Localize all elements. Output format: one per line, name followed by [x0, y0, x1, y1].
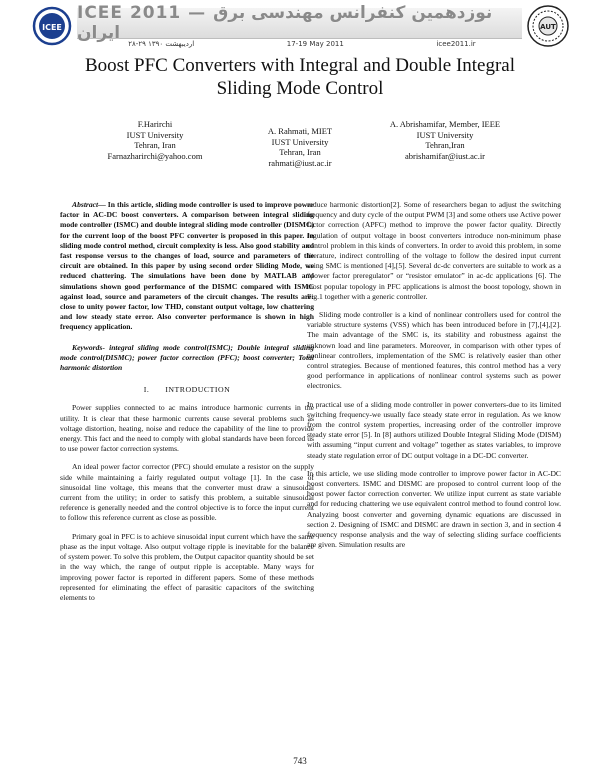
keywords: Keywords- integral sliding mode control(ISMC); Double integral sliding mode control(DISMC); power factor correction (PFC); boost converter; Total harmonic distortion — [60, 342, 314, 373]
banner-info — [82, 40, 522, 48]
author-affiliation: IUST University — [416, 129, 474, 140]
banner-date-en: 17-19 May 2011 — [286, 40, 344, 48]
author-email: Farnazharirchi@yahoo.com — [107, 150, 203, 161]
conference-logo-icon — [32, 6, 72, 46]
author-name: A. Rahmati, MIET — [267, 126, 333, 136]
banner-strip — [77, 3, 522, 43]
author-location: Tehran,Iran — [425, 140, 465, 150]
author-name: F.Harirchi — [137, 119, 173, 129]
paragraph: In practical use of a sliding mode controller in power converters-due to its limited switching frequency-we usually face steady state error in regulation. As we know from the control system properties, increasing order of the controller improve steady state error [5]. In [8] authors utilized Double Integral Sliding Mode (DISM) with assuming “input current and voltage” together as states variables, to improve steady state regulation error of DC output voltage in a DC-DC converter. — [307, 399, 561, 460]
section-title: INTRODUCTION — [165, 385, 231, 395]
section-heading — [60, 385, 314, 395]
abstract — [60, 200, 314, 333]
abstract-text: — In this article, sliding mode controller is used to improve power factor in AC-DC boost converters. A comparison between integral sliding mode controller (ISMC) and double integral sliding mode controller (DISMC) for the current loop of the boost PFC converter is proposed in this paper. In sliding mode control method, circuit complexity is less. Also good stability and fast response versus to the changes of load, source and parameters of the circuit are obtained. In this paper by using second order Sliding Mode, we reduced chattering. The simulations have been done by MATLAB and simulations shown good performance of the DISMC compared with ISMC against load, source and parameters of the circuit changes. The results are: close to unity power factor, low THD, constant output voltage, low chattering and low steady state error. Also converter performance is shown in high frequency application. — [60, 200, 314, 332]
author-location: Tehran, Iran — [134, 140, 176, 150]
paragraph: An ideal power factor corrector (PFC) should emulate a resistor on the supply side while maintaining a fairly regulated output voltage [1]. In the case of sinusoidal line voltage, this means that the converter must draw a sinusoidal current from the utility; in order to satisfy this problem, a suitable sinusoidal reference is generally needed and the control objective is to force the input current to follow this reference current as close as possible. — [60, 462, 314, 523]
paragraph: reduce harmonic distortion[2]. Some of researchers began to adjust the switching frequency and duty cycle of the output PWM [3] and some others use Active power factor correction (APFC) method to improve the power factor quality. Directly regulation of output voltage in boost converters introduce non-minimum phase control problem in this kinds of converters. In order to avoid this problem, in some literature, indirect controlling of the voltage to follow the desired input current using SMC is mentioned [4],[5]. Several dc-dc converters are suitable to work as a “power factor preregulator” or “resistor emulator” in ac-dc applications [6]. The most popular topology in PFC applications is almost the boost topology, shown in Fig.1 together with a generic controller. — [307, 200, 561, 301]
paragraph: Sliding mode controller is a kind of nonlinear controllers used for control the variable structure systems (VSS) which has been introduced before in [7],[4],[2]. The main advantage of the SMC is, its stability and robustness against the unknown load and line parameters. Moreover, in comparison with other types of nonlinear controllers, implementation of the SMC is relatively easier than other control strategies. Because of mentioned features, this control method has a very good performance in applications of nonlinear control systems such as power electronics. — [307, 310, 561, 391]
conference-logo-text: ICEE — [42, 23, 62, 32]
author-block — [365, 119, 525, 161]
paragraph: Power supplies connected to ac mains introduce harmonic currents in the utility. It is clear that these harmonic currents cause several problems such as voltage distortion, heating, noise and reduce the capability of the line to provide energy. This fact and the need to comply with global standards have been forced us to use power factor correction systems. — [60, 403, 314, 454]
author-name: A. Abrishamifar, Member, IEEE — [389, 119, 501, 129]
banner-site: icee2011.ir — [436, 40, 476, 48]
author-affiliation: IUST University — [126, 129, 184, 140]
author-location: Tehran, Iran — [279, 147, 321, 157]
page-number: 743 — [293, 756, 307, 766]
paragraph: In this article, we use sliding mode controller to improve power factor in AC-DC boost converters. ISMC and DISMC are proposed to control current loop of the boost power factor correction converter. We utilize input current as state variable and for reducing chattering we use equivalent control method to found control low. Analyzing boost converter and governing dynamic equations are discussed in section 2. Designing of ISMC and DISMC are drawn in section 3, and in section 4 frequency response analysis and the way of selecting sliding surface coefficients are given. Simulation results are — [307, 468, 561, 550]
paragraph: Primary goal in PFC is to achieve sinusoidal input current which have the same phase as the input voltage. Also output voltage ripple is inevitable for the balance of system power. To solve this problem, the Output capacitor quantity should be set in the way which, the range of output ripple is acceptable. Many ways for improving power factor is reported in different papers. Some of these methods represented for eliminating the effect of parasitic capacitors of the switching elements to — [60, 531, 314, 602]
university-seal-icon — [526, 4, 570, 48]
author-affiliation: IUST University — [271, 136, 329, 147]
right-column — [307, 200, 561, 559]
author-block — [215, 126, 385, 168]
conference-title: ICEE 2011 — نوزدهمین کنفرانس مهندسی برق ایران — [77, 3, 493, 43]
author-email: rahmati@iust.ac.ir — [268, 157, 332, 168]
author-block — [80, 119, 230, 161]
paper-title: Boost PFC Converters with Integral and Double Integral Sliding Mode Control — [84, 55, 516, 99]
banner-date-fa: ۲۸-۲۹ اردیبهشت ۱۳۹۰ — [128, 40, 195, 48]
author-email: abrishamifar@iust.ac.ir — [404, 150, 486, 161]
section-number: I. — [143, 385, 150, 395]
abstract-label: Abstract — [72, 200, 99, 209]
conference-banner — [22, 4, 578, 50]
university-seal-text: AUT — [540, 23, 556, 31]
left-column — [60, 200, 314, 611]
